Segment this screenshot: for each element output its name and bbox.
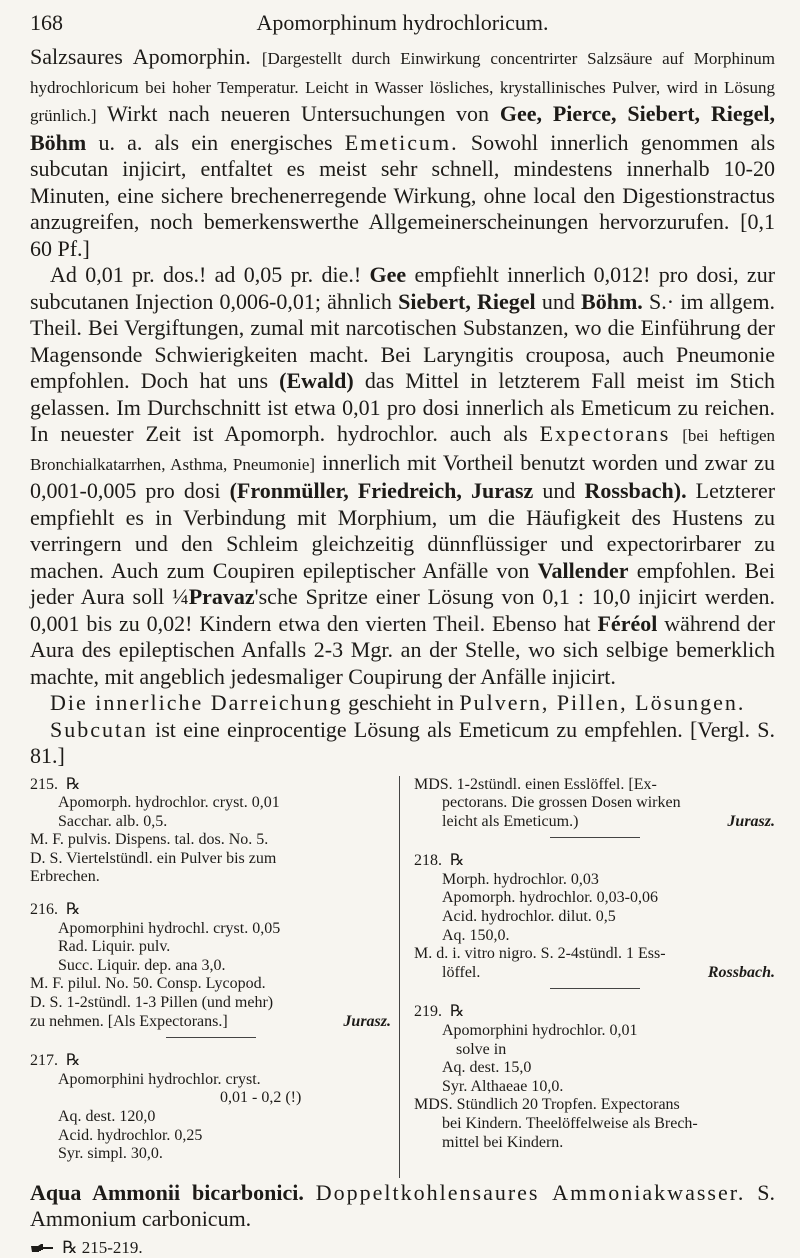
running-title: Apomorphinum hydrochloricum. (256, 10, 549, 35)
page-number: 168 (30, 10, 63, 35)
recipe-signature: Jurasz. (343, 1012, 391, 1030)
recipe-216: 216. ℞ Apomorphini hydrochl. cryst. 0,05 Rad. Liquir. pulv. Succ. Liquir. dep. ana 3,0. M. F. pilul. No. 50. Consp. Lycopod. D. S. 1-2stündl. 1-3 Pillen (und mehr) zu nehmen. [Als Expectorans.] Jurasz. (30, 901, 391, 1038)
emphasis-emeticum: Emeticum. (344, 129, 459, 155)
recipe-columns (30, 776, 775, 1178)
recipes-right (400, 776, 775, 1178)
divider (550, 837, 640, 838)
page (30, 10, 775, 1258)
recipe-218: 218. ℞ Morph. hydrochlor. 0,03 Apomorph. hydrochlor. 0,03-0,06 Acid. hydrochlor. dilut. 0,5 Aq. 150,0. M. d. i. vitro nigro. S. 2-4stündl. 1 Ess- löffel. Rossbach. (414, 852, 775, 989)
recipe-reference: ℞ 215-219. (30, 1238, 775, 1258)
divider (550, 988, 640, 989)
paragraph-4: Subcutan ist eine einprocentige Lösung als Emeticum zu empfehlen. [Vergl. S. 81.] (30, 716, 775, 768)
divider (166, 1037, 256, 1038)
recipe-signature: Rossbach. (707, 963, 775, 981)
bracket-note: [Dargestellt durch Einwirkung concentrirter Salzsäure auf Morphinum hydrochloricum bei hoher Temperatur. Leicht in Wasser lösliches, krystallinisches Pulver, wird in Lösung grünlich.] (30, 49, 775, 125)
recipe-215: 215. ℞ Apomorph. hydrochlor. cryst. 0,01 Sacchar. alb. 0,5. M. F. pulvis. Dispens. tal. dos. No. 5. D. S. Viertelstündl. ein Pulver bis zum Erbrechen. (30, 775, 280, 886)
author-names: Gee, Pierce, Siebert, Riegel, Böhm (30, 101, 776, 155)
recipe-signature: Jurasz. (727, 812, 775, 830)
entry-title: Aqua Ammonii bicarbonici. (30, 1179, 304, 1205)
paragraph-1: Salzsaures Apomorphin. [Dargestellt durch Einwirkung concentrirter Salzsäure auf Morphinum hydrochloricum bei hoher Temperatur. Leicht in Wasser lösliches, krystallinisches Pulver, wird in Lösung grünlich.] Wirkt nach neueren Untersuchungen von Gee, Pierce, Siebert, Riegel, Böhm u. a. als ein energisches Emeticum. Sowohl innerlich genommen als subcutan injicirt, entfaltet es meist sehr schnell, mindestens innerhalb 10-20 Minuten, eine sichere brechenerregende Wirkung, ohne local den Digestionstractus anzugreifen, noch bemerkenswerthe Allgemeinerscheinungen hervorzurufen. [0,1 60 Pf.] (30, 44, 776, 261)
recipe-217-continued: MDS. 1-2stündl. einen Esslöffel. [Ex- pectorans. Die grossen Dosen wirken leicht als Emeticum.) Jurasz. (414, 776, 775, 839)
recipe-219: 219. ℞ Apomorphini hydrochlor. 0,01 solve in Aq. dest. 15,0 Syr. Althaeae 10,0. MDS. Stündlich 20 Tropfen. Expectorans bei Kindern. Theelöffelweise als Brech- mittel bei Kindern. (414, 1003, 698, 1151)
page-header (30, 10, 775, 44)
recipe-217: 217. ℞ Apomorphini hydrochlor. cryst. 0,01 - 0,2 (!) Aq. dest. 120,0 Acid. hydrochlor. 0,25 Syr. simpl. 30,0. (30, 1052, 302, 1163)
aqua-ammonii-entry: Aqua Ammonii bicarbonici. Doppeltkohlensaures Ammoniakwasser. S. Ammonium carbonicum. (30, 1179, 776, 1231)
paragraph-3: Die innerliche Darreichung geschieht in Pulvern, Pillen, Lösungen. (50, 690, 746, 715)
recipes-left (30, 776, 400, 1178)
paragraph-2: Ad 0,01 pr. dos.! ad 0,05 pr. die.! Gee empfiehlt innerlich 0,012! pro dosi, zur subcutanen Injection 0,006-0,01; ähnlich Siebert, Riegel und Böhm. S.· im allgem. Theil. Bei Vergiftungen, zumal mit narcotischen Substanzen, wo die Einführung der Magensonde Schwierigkeiten macht. Bei Laryngitis crouposa, auch Pneumonie empfohlen. Doch hat uns (Ewald) das Mittel in letzterem Fall meist im Stich gelassen. Im Durchschnitt ist etwa 0,01 pro dosi innerlich als Emeticum zu reichen. In neuester Zeit ist Apomorph. hydrochlor. auch als Expectorans [bei heftigen Bronchialkatarrhen, Asthma, Pneumonie] innerlich mit Vortheil benutzt worden und zwar zu 0,001-0,005 pro dosi (Fronmüller, Friedreich, Jurasz und Rossbach). Letzterer empfiehlt es in Verbindung mit Morphium, um die Häufigkeit des Hustens zu verringern und den Schleim gleichzeitig dünnflüssiger und expectorirbarer zu machen. Auch zum Coupiren epileptischer Anfälle von Vallender empfohlen. Bei jeder Aura soll ¼Pravaz'sche Spritze einer Lösung von 0,1 : 10,0 injicirt werden. 0,001 bis zu 0,02! Kindern etwa den vierten Theil. Ebenso hat Féréol während der Aura des epileptischen Anfalls 2-3 Mgr. an der Stelle, wo sich selbige bemerklich machte, mit angeblich jedesmaliger Coupirung der Anfälle injicirt. (30, 262, 776, 689)
body-text (30, 44, 775, 770)
